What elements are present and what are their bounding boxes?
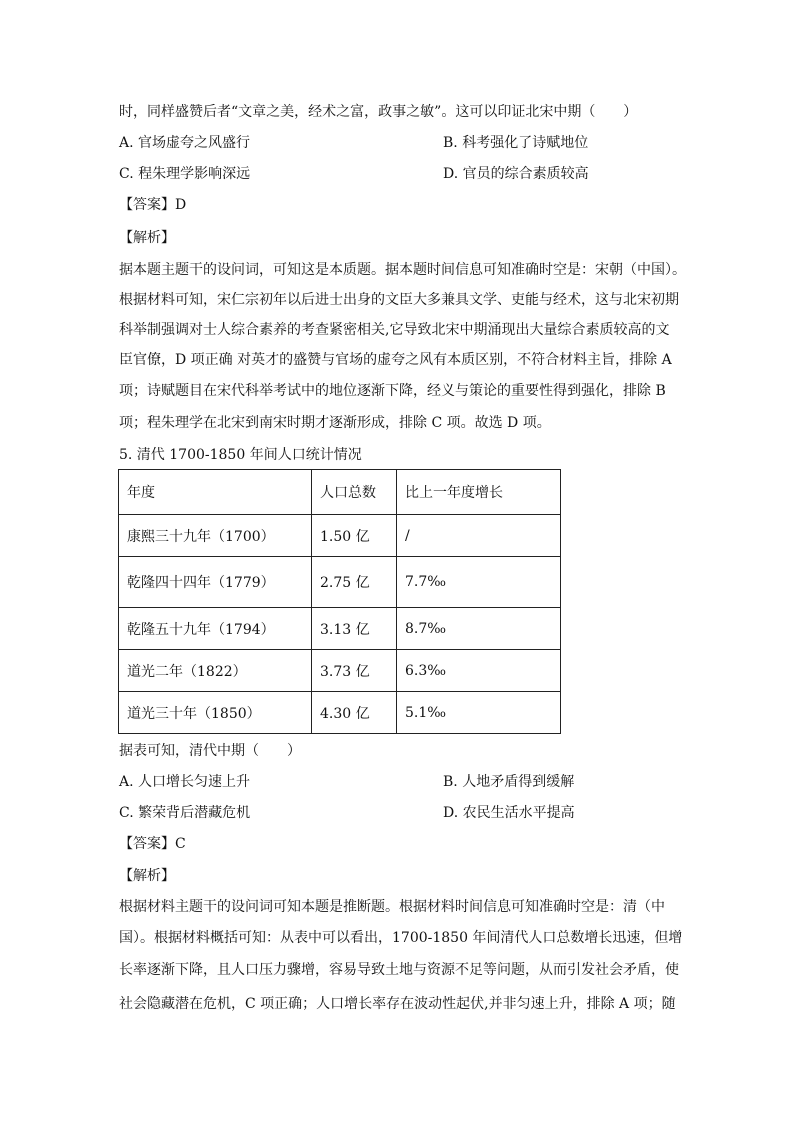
- table-cell: 2.75 亿: [312, 557, 397, 608]
- option-c: C. 程朱理学影响深远: [119, 166, 251, 182]
- table-cell: 3.13 亿: [312, 608, 397, 650]
- option-a: A. 人口增长匀速上升: [119, 774, 251, 790]
- analysis-line: 根据材料可知，宋仁宗初年以后进士出身的文臣大多兼具文学、吏能与经术，这与北宋初期: [119, 292, 679, 308]
- table-cell: 康熙三十九年（1700）: [119, 515, 312, 557]
- analysis-label: 【解析】: [119, 868, 175, 884]
- option-a: A. 官场虚夸之风盛行: [119, 135, 251, 151]
- analysis-line: 项；诗赋题目在宋代科举考试中的地位逐渐下降，经义与策论的重要性得到强化，排除 B: [119, 383, 666, 399]
- option-b: B. 科考强化了诗赋地位: [443, 135, 589, 151]
- table-cell: 道光二年（1822）: [119, 650, 312, 692]
- table-row: [119, 608, 561, 650]
- analysis-line: 项；程朱理学在北宋到南宋时期才逐渐形成，排除 C 项。故选 D 项。: [119, 415, 551, 431]
- table-cell: /: [397, 515, 561, 557]
- option-c: C. 繁荣背后潜藏危机: [119, 805, 251, 821]
- table-cell: 3.73 亿: [312, 650, 397, 692]
- table-cell: 1.50 亿: [312, 515, 397, 557]
- analysis-line: 根据材料主题干的设问词可知本题是推断题。根据材料时间信息可知准确时空是：清（中: [119, 899, 665, 915]
- table-cell: 乾隆四十四年（1779）: [119, 557, 312, 608]
- analysis-line: 据本题主题干的设问词，可知这是本质题。据本题时间信息可知准确时空是：宋朝（中国）。: [119, 262, 686, 278]
- analysis-line: 国）。根据材料概括可知：从表中可以看出，1700-1850 年间清代人口总数增长迅速，但增: [119, 930, 683, 946]
- option-b: B. 人地矛盾得到缓解: [443, 774, 575, 790]
- question-prompt: 据表可知，清代中期（ ）: [119, 743, 301, 759]
- table-row: [119, 692, 561, 734]
- table-cell: 乾隆五十九年（1794）: [119, 608, 312, 650]
- table-row: [119, 515, 561, 557]
- option-d: D. 官员的综合素质较高: [443, 166, 589, 182]
- analysis-label: 【解析】: [119, 230, 175, 246]
- table-header-row: [119, 470, 561, 515]
- table-cell: 5.1‰: [397, 692, 561, 734]
- table-row: [119, 557, 561, 608]
- analysis-line: 社会隐藏潜在危机，C 项正确；人口增长率存在波动性起伏,并非匀速上升，排除 A 项；随: [119, 996, 676, 1012]
- table-header: 人口总数: [312, 470, 397, 515]
- table-header: 年度: [119, 470, 312, 515]
- analysis-line: 长率逐渐下降，且人口压力骤增，容易导致土地与资源不足等问题，从而引发社会矛盾，使: [119, 962, 679, 978]
- table-header: 比上一年度增长: [397, 470, 561, 515]
- answer-label: 【答案】C: [119, 836, 186, 852]
- population-table: [118, 469, 561, 734]
- table-cell: 6.3‰: [397, 650, 561, 692]
- table-cell: 道光三十年（1850）: [119, 692, 312, 734]
- table-cell: 7.7‰: [397, 557, 561, 608]
- table-cell: 8.7‰: [397, 608, 561, 650]
- table-row: [119, 650, 561, 692]
- analysis-line: 臣官僚，D 项正确 对英才的盛赞与官场的虚夸之风有本质区别，不符合材料主旨，排除 A: [119, 352, 672, 368]
- answer-label: 【答案】D: [119, 197, 187, 213]
- table-cell: 4.30 亿: [312, 692, 397, 734]
- option-d: D. 农民生活水平提高: [443, 805, 575, 821]
- analysis-line: 科举制强调对士人综合素养的考查紧密相关,它导致北宋中期涌现出大量综合素质较高的文: [119, 322, 670, 338]
- question-stem: 时，同样盛赞后者“文章之美，经术之富，政事之敏”。这可以印证北宋中期（ ）: [119, 104, 638, 120]
- question-stem: 5. 清代 1700-1850 年间人口统计情况: [119, 447, 362, 463]
